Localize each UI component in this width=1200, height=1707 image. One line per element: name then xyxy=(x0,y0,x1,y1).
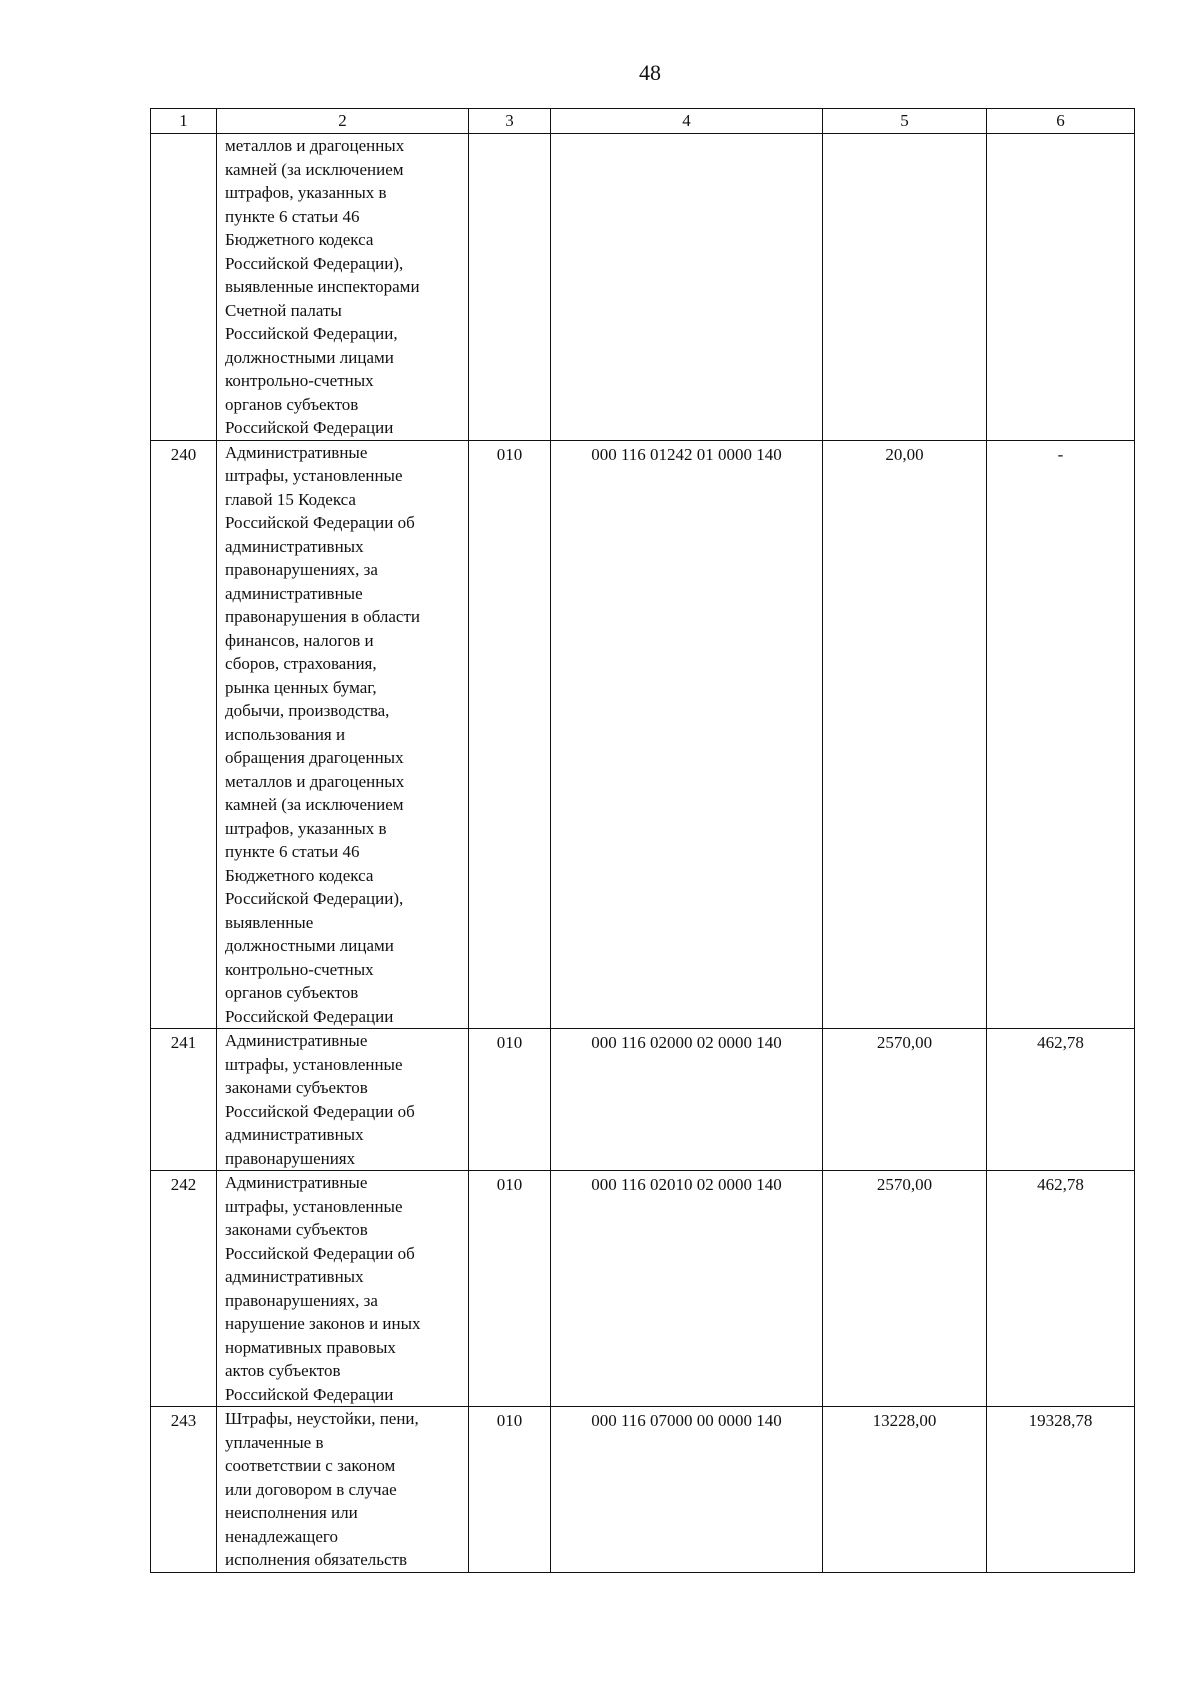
budget-code-cell xyxy=(551,134,823,441)
budget-code-cell: 000 116 02000 02 0000 140 xyxy=(551,1029,823,1171)
description-line: нарушение законов и иных xyxy=(225,1314,421,1333)
description-line: уплаченные в xyxy=(225,1432,324,1452)
table-header-row xyxy=(151,109,1135,134)
description-line: главой 15 Кодекса xyxy=(225,489,356,509)
actual-amount-cell xyxy=(987,134,1135,441)
table-row xyxy=(151,1407,1135,1573)
admin-code-cell: 010 xyxy=(469,1171,551,1407)
description-line: штрафы, установленные xyxy=(225,466,403,485)
table-row xyxy=(151,1171,1135,1407)
description-line: Российской Федерации xyxy=(225,1006,394,1026)
description-line: камней (за исключением xyxy=(225,159,404,179)
description-line: Счетной палаты xyxy=(225,300,342,320)
budget-code-cell: 000 116 01242 01 0000 140 xyxy=(551,440,823,1029)
description-line: Российской Федерации об xyxy=(225,513,415,532)
description-line: контрольно-счетных xyxy=(225,959,374,979)
row-number-cell: 240 xyxy=(151,440,217,1029)
description-line: Российской Федерации xyxy=(225,418,394,437)
description-cell xyxy=(217,1029,469,1171)
description-line: выявленные xyxy=(225,912,314,932)
description-line: Российской Федерации об xyxy=(225,1243,415,1263)
description-line: штрафов, указанных в xyxy=(225,183,387,202)
header-cell: 4 xyxy=(551,109,823,134)
description-line: штрафы, установленные xyxy=(225,1196,403,1216)
description-line: органов субъектов xyxy=(225,394,359,414)
row-number-cell: 242 xyxy=(151,1171,217,1407)
description-line: контрольно-счетных xyxy=(225,371,374,390)
description-line: правонарушения в области xyxy=(225,607,420,626)
header-cell: 6 xyxy=(987,109,1135,134)
budget-table xyxy=(150,108,1135,1573)
description-line: Российской Федерации, xyxy=(225,324,398,343)
table-row xyxy=(151,1029,1135,1171)
planned-amount-cell: 2570,00 xyxy=(823,1029,987,1171)
budget-code-cell: 000 116 07000 00 0000 140 xyxy=(551,1407,823,1573)
admin-code-cell: 010 xyxy=(469,440,551,1029)
description-line: органов субъектов xyxy=(225,983,359,1002)
page-number: 48 xyxy=(639,60,661,85)
description-line: законами субъектов xyxy=(225,1078,368,1097)
description-line: штрафы, установленные xyxy=(225,1054,403,1074)
description-line: правонарушениях xyxy=(225,1148,356,1168)
header-cell: 1 xyxy=(151,109,217,134)
description-line: соответствии с законом xyxy=(225,1456,396,1475)
description-line: пункте 6 статьи 46 xyxy=(225,842,360,861)
description-cell xyxy=(217,440,469,1029)
description-line: финансов, налогов и xyxy=(225,630,374,650)
description-line: рынка ценных бумаг, xyxy=(225,677,377,697)
description-line: добычи, производства, xyxy=(225,701,390,720)
admin-code-cell xyxy=(469,134,551,441)
description-line: выявленные инспекторами xyxy=(225,277,420,296)
header-cell: 3 xyxy=(469,109,551,134)
description-line: правонарушениях, за xyxy=(225,560,378,579)
description-line: должностными лицами xyxy=(225,347,394,367)
actual-amount-cell: 462,78 xyxy=(987,1029,1135,1171)
description-line: сборов, страхования, xyxy=(225,654,377,673)
description-line: металлов и драгоценных xyxy=(225,771,405,791)
table-row xyxy=(151,440,1135,1029)
description-line: административных xyxy=(225,1267,364,1286)
description-line: камней (за исключением xyxy=(225,795,404,814)
description-cell xyxy=(217,1171,469,1407)
row-number-cell: 243 xyxy=(151,1407,217,1573)
description-line: пункте 6 статьи 46 xyxy=(225,206,360,226)
description-line: административных xyxy=(225,1125,364,1144)
row-number-cell xyxy=(151,134,217,441)
admin-code-cell: 010 xyxy=(469,1407,551,1573)
description-line: должностными лицами xyxy=(225,936,394,955)
description-line: неисполнения или xyxy=(225,1503,358,1522)
description-line: ненадлежащего xyxy=(225,1526,338,1546)
table-row xyxy=(151,134,1135,441)
description-line: Бюджетного кодекса xyxy=(225,230,374,249)
description-line: нормативных правовых xyxy=(225,1337,396,1357)
planned-amount-cell: 20,00 xyxy=(823,440,987,1029)
planned-amount-cell xyxy=(823,134,987,441)
budget-code-cell: 000 116 02010 02 0000 140 xyxy=(551,1171,823,1407)
description-line: или договором в случае xyxy=(225,1479,397,1499)
row-number-cell: 241 xyxy=(151,1029,217,1171)
header-cell: 2 xyxy=(217,109,469,134)
description-line: административных xyxy=(225,536,364,556)
description-line: использования и xyxy=(225,724,346,744)
description-line: штрафов, указанных в xyxy=(225,818,387,838)
description-line: законами субъектов xyxy=(225,1220,368,1239)
description-line: Административные xyxy=(225,1031,368,1050)
actual-amount-cell: 19328,78 xyxy=(987,1407,1135,1573)
description-line: Административные xyxy=(225,1173,368,1192)
description-line: Российской Федерации), xyxy=(225,253,404,273)
description-line: актов субъектов xyxy=(225,1361,341,1380)
description-line: металлов и драгоценных xyxy=(225,136,405,155)
description-line: административные xyxy=(225,583,363,603)
description-line: правонарушениях, за xyxy=(225,1290,378,1310)
header-cell: 5 xyxy=(823,109,987,134)
actual-amount-cell: - xyxy=(987,440,1135,1029)
planned-amount-cell: 2570,00 xyxy=(823,1171,987,1407)
description-line: Бюджетного кодекса xyxy=(225,865,374,885)
description-line: Административные xyxy=(225,442,368,462)
description-line: исполнения обязательств xyxy=(225,1550,407,1569)
admin-code-cell: 010 xyxy=(469,1029,551,1171)
description-cell xyxy=(217,134,469,441)
description-line: обращения драгоценных xyxy=(225,748,404,767)
description-line: Штрафы, неустойки, пени, xyxy=(225,1409,419,1428)
actual-amount-cell: 462,78 xyxy=(987,1171,1135,1407)
description-line: Российской Федерации об xyxy=(225,1101,415,1121)
description-line: Российской Федерации), xyxy=(225,889,404,908)
planned-amount-cell: 13228,00 xyxy=(823,1407,987,1573)
description-cell xyxy=(217,1407,469,1573)
description-line: Российской Федерации xyxy=(225,1384,394,1404)
